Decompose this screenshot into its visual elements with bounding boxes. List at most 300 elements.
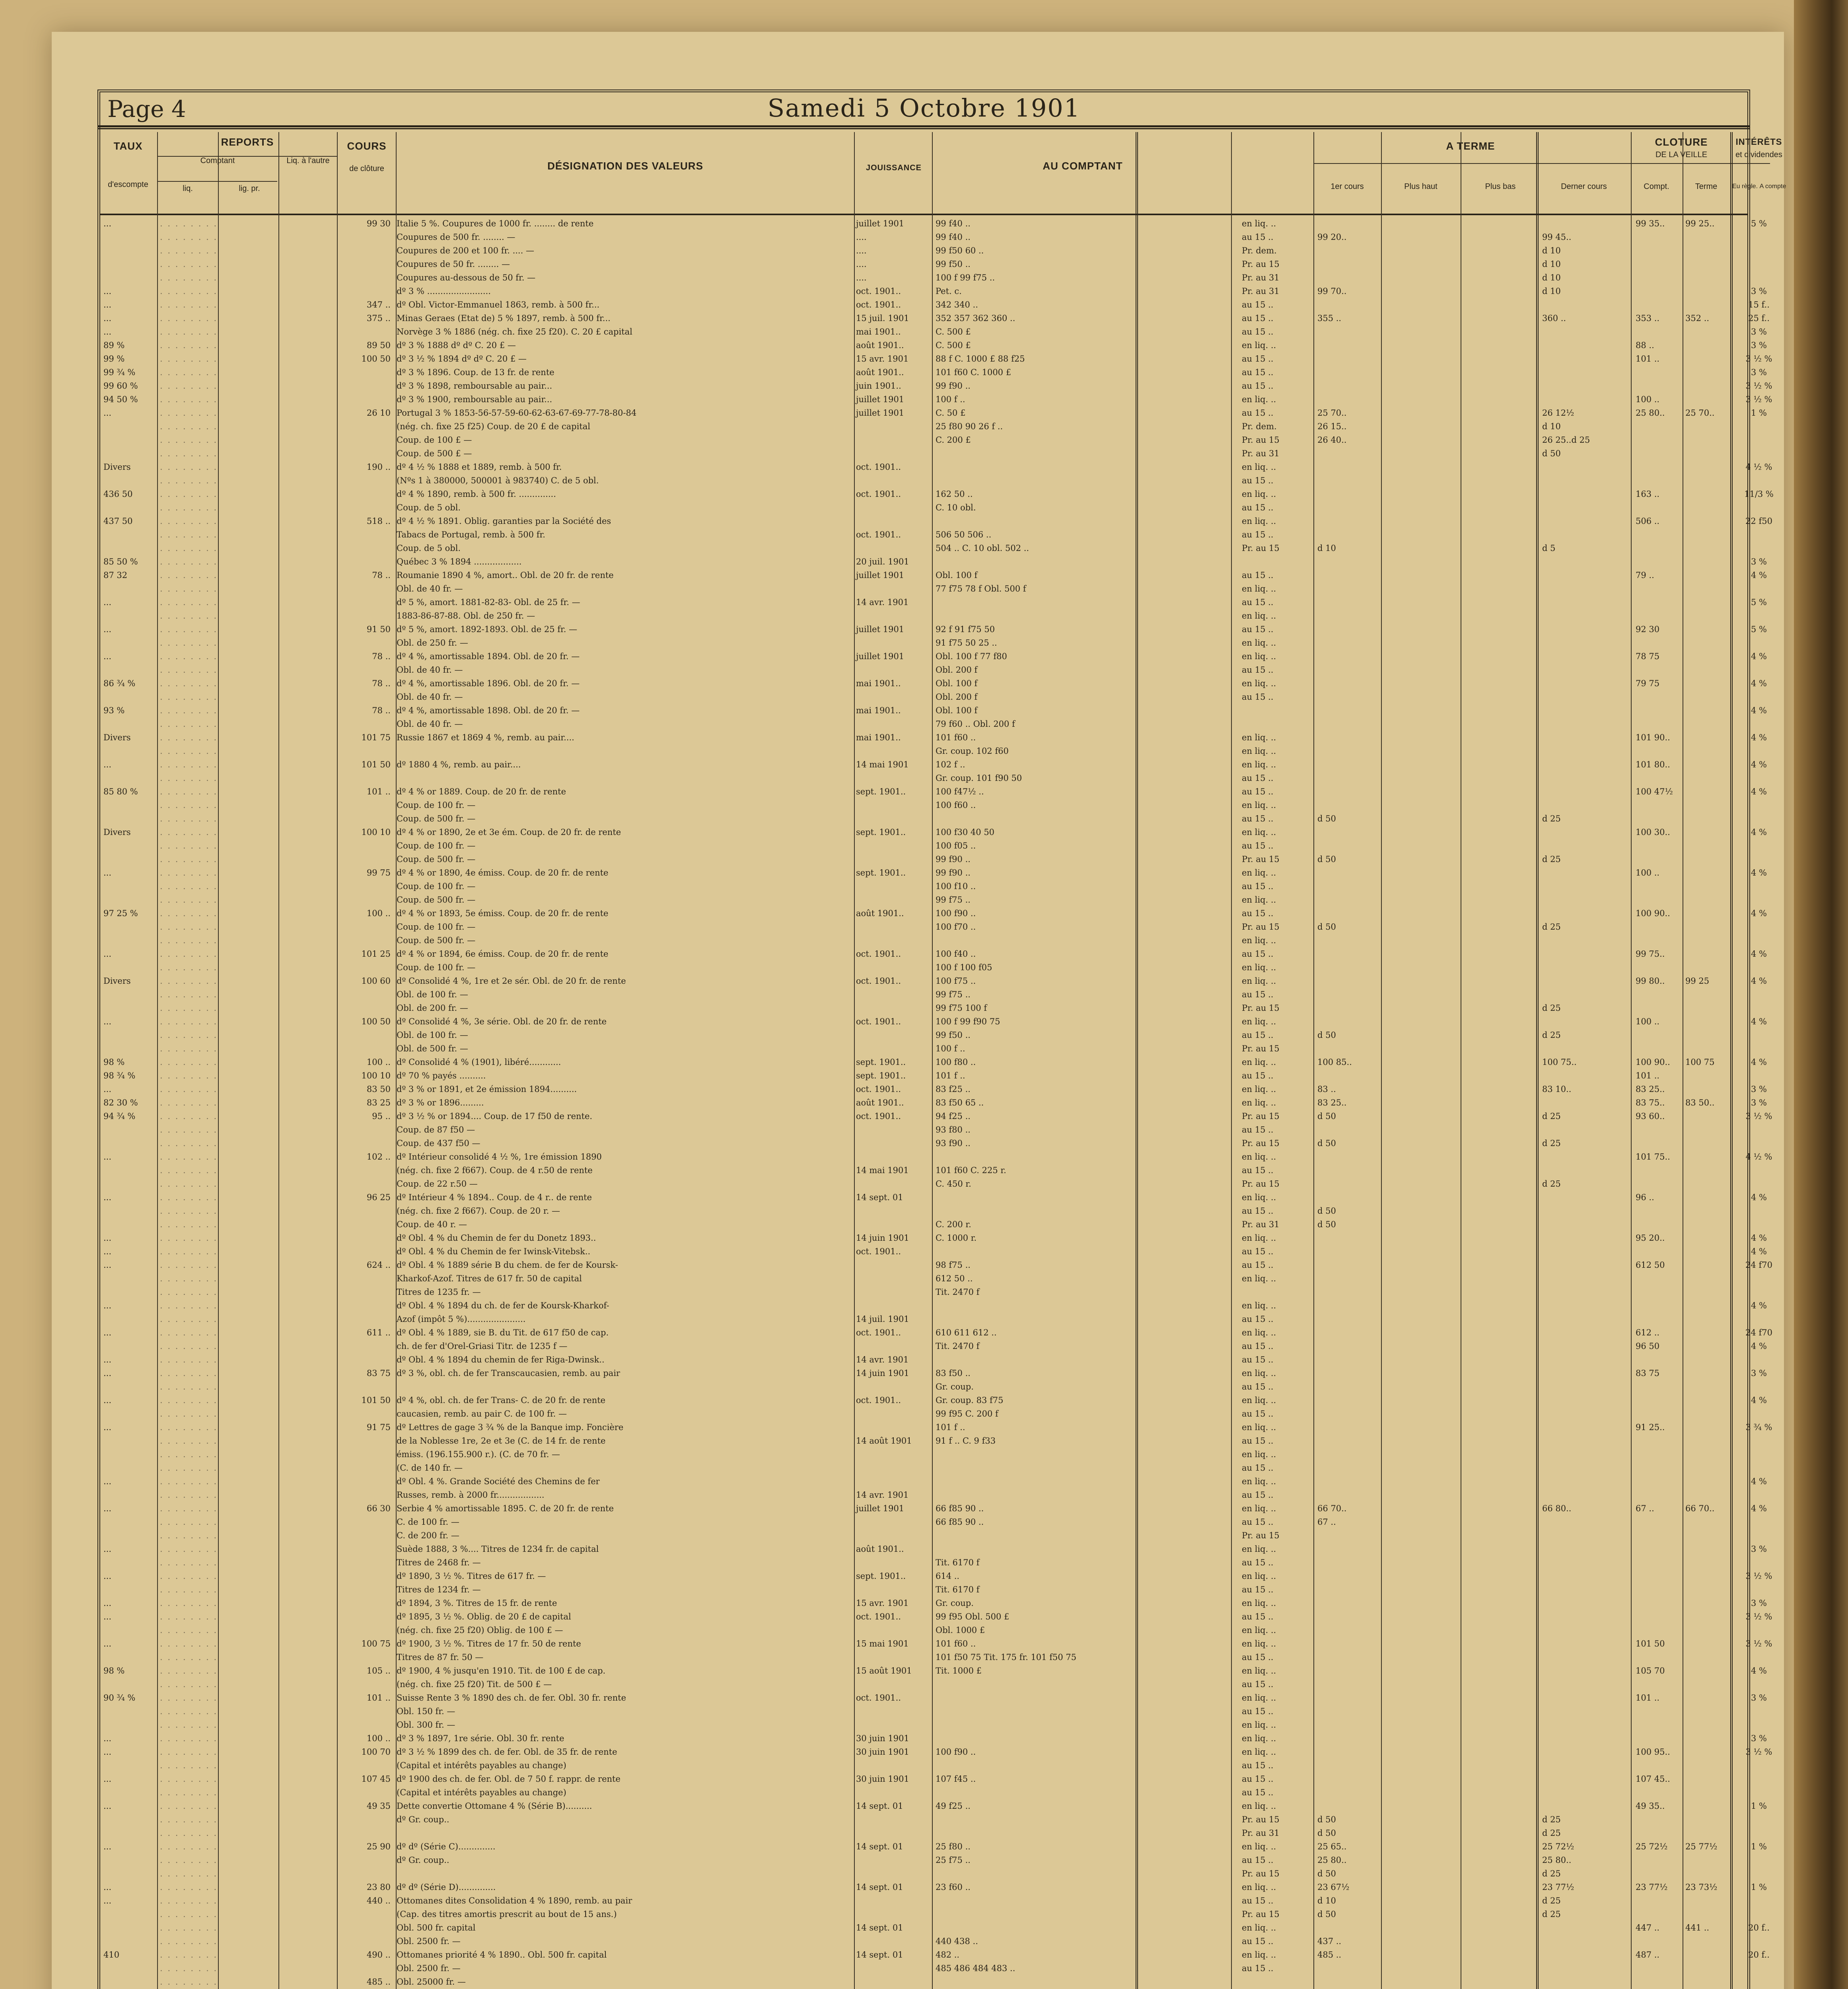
cell-designation: Coupures de 50 fr. ........ — (397, 259, 510, 269)
cell-designation: dº 4 %, amortissable 1894. Obl. de 20 fr. — (397, 652, 580, 661)
cell-cours: 100 .. (366, 1057, 391, 1067)
cell-au-comptant: 83 f50 .. (936, 1368, 971, 1378)
table-row (100, 1407, 1747, 1421)
cell-reports: . . . . . . . . (160, 246, 218, 255)
cell-cours: 100 60 (361, 976, 391, 986)
cell-terme: Pr. au 15 (1242, 1531, 1280, 1540)
rule (1531, 163, 1770, 164)
cell-terme: en liq. .. (1242, 462, 1276, 472)
cell-reports: . . . . . . . . (160, 949, 218, 959)
cell-reports: . . . . . . . . (160, 422, 218, 431)
cell-reports: . . . . . . . . (160, 990, 218, 999)
cell-jouissance: 14 sept. 01 (856, 1950, 903, 1960)
cell-au-comptant: 101 f60 C. 225 r. (936, 1166, 1006, 1175)
cell-cloture-comptant: 101 .. (1636, 1693, 1660, 1703)
table-row (100, 582, 1747, 596)
header-taux: TAUX (113, 140, 143, 152)
cell-au-comptant: 101 f60 C. 1000 £ (936, 368, 1012, 377)
cell-reports: . . . . . . . . (160, 435, 218, 445)
cell-au-comptant: 100 f47½ .. (936, 787, 984, 796)
cell-jouissance: 14 août 1901 (856, 1436, 912, 1446)
table-row (100, 1935, 1747, 1948)
table-row (100, 1556, 1747, 1569)
cell-cloture-comptant: 99 35.. (1636, 219, 1665, 228)
cell-terme: en liq. .. (1242, 652, 1276, 661)
cell-premier-cours: 83 25.. (1317, 1098, 1347, 1107)
table-row (100, 460, 1772, 474)
cell-jouissance: 15 mai 1901 (856, 1639, 909, 1648)
cell-au-comptant: 352 357 362 360 .. (936, 313, 1015, 323)
cell-interets: 3 ½ % (1745, 1571, 1772, 1581)
page-date: Samedi 5 Octobre 1901 (767, 93, 1081, 123)
cell-designation: Obl. 2500 fr. — (397, 1964, 461, 1973)
cell-terme: au 15 .. (1242, 882, 1274, 891)
cell-jouissance: .... (856, 232, 867, 242)
cell-taux: ... (103, 1477, 112, 1486)
table-row (100, 1150, 1772, 1164)
cell-designation: dº 70 % payés .......... (397, 1071, 486, 1080)
cell-cours: 440 .. (366, 1896, 391, 1905)
cell-terme: au 15 .. (1242, 1436, 1274, 1446)
cell-taux: ... (103, 652, 112, 661)
cell-cloture-comptant: 79 .. (1636, 570, 1654, 580)
cell-cours: 101 50 (361, 1395, 391, 1405)
cell-terme: au 15 .. (1242, 1355, 1274, 1364)
cell-terme: au 15 .. (1242, 665, 1274, 675)
cell-taux: ... (103, 1544, 112, 1554)
cell-cours: 105 .. (366, 1666, 391, 1676)
cell-reports: . . . . . . . . (160, 381, 218, 391)
table-row (100, 920, 1747, 934)
cell-terme: au 15 .. (1242, 1558, 1274, 1567)
cell-taux: Divers (103, 827, 131, 837)
cell-jouissance: mai 1901.. (856, 733, 901, 742)
cell-jouissance: oct. 1901.. (856, 462, 901, 472)
cell-premier-cours: d 50 (1317, 1111, 1336, 1121)
cell-reports: . . . . . . . . (160, 1395, 218, 1405)
cell-designation: dº Consolidé 4 % (1901), libéré............ (397, 1057, 561, 1067)
cell-taux: 85 80 % (103, 787, 138, 796)
table-row (100, 311, 1770, 325)
header-a-terme: A TERME (1446, 140, 1495, 152)
cell-designation: Obl. 2500 fr. — (397, 1936, 461, 1946)
cell-cloture-comptant: 100 .. (1636, 1017, 1660, 1026)
cell-au-comptant: 612 50 .. (936, 1274, 973, 1283)
header-rule (97, 125, 1750, 129)
cell-cours: 78 .. (372, 706, 391, 715)
cell-terme: en liq. .. (1242, 219, 1276, 228)
cell-interets: 4 ½ % (1745, 462, 1772, 472)
cell-premier-cours: d 50 (1317, 1909, 1336, 1919)
cell-reports: . . . . . . . . (160, 341, 218, 350)
cell-jouissance: 20 juil. 1901 (856, 557, 909, 566)
cell-cours: 190 .. (366, 462, 391, 472)
cell-interets: 5 % (1751, 219, 1767, 228)
cell-designation: Dette convertie Ottomane 4 % (Série B).......... (397, 1801, 592, 1811)
cell-cloture-comptant: 101 90.. (1636, 733, 1670, 742)
cell-cloture-terme: 100 75 (1685, 1057, 1715, 1067)
cell-designation: Coup. de 100 fr. — (397, 841, 476, 850)
cell-terme: en liq. .. (1242, 1274, 1276, 1283)
cell-cloture-comptant: 83 75.. (1636, 1098, 1665, 1107)
cell-premier-cours: 485 .. (1317, 1950, 1342, 1960)
header-reports: REPORTS (221, 136, 274, 148)
cell-interets: 3 ½ % (1745, 1639, 1772, 1648)
cell-au-comptant: 91 f .. C. 9 f33 (936, 1436, 996, 1446)
cell-au-comptant: 93 f80 .. (936, 1125, 971, 1135)
cell-dernier-cours: d 25 (1542, 814, 1561, 823)
table-row (100, 907, 1767, 920)
cell-jouissance: 14 avr. 1901 (856, 1490, 909, 1500)
cell-designation: Obl. de 500 fr. — (397, 1044, 468, 1053)
cell-premier-cours: 437 .. (1317, 1936, 1342, 1946)
table-row (100, 1285, 1747, 1299)
cell-designation: Coup. de 500 fr. — (397, 895, 476, 905)
cell-cours: 49 35 (366, 1801, 391, 1811)
table-row (100, 1488, 1747, 1502)
cell-terme: en liq. .. (1242, 1598, 1276, 1608)
cell-terme: en liq. .. (1242, 1193, 1276, 1202)
cell-au-comptant: Gr. coup. (936, 1598, 974, 1608)
cell-cloture-comptant: 447 .. (1636, 1923, 1660, 1933)
cell-terme: Pr. au 31 (1242, 449, 1280, 458)
cell-designation: Coup. de 500 £ — (397, 449, 472, 458)
cell-au-comptant: 77 f75 78 f Obl. 500 f (936, 584, 1026, 594)
cell-cours: 102 .. (366, 1152, 391, 1162)
table-row (100, 934, 1747, 947)
cell-jouissance: 14 sept. 01 (856, 1842, 903, 1851)
cell-reports: . . . . . . . . (160, 219, 218, 228)
table-row (100, 1461, 1747, 1475)
table-row (100, 1650, 1747, 1664)
cell-interets: 4 % (1751, 909, 1767, 918)
cell-taux: 99 ¾ % (103, 368, 136, 377)
cell-premier-cours: 26 40.. (1317, 435, 1347, 445)
cell-reports: . . . . . . . . (160, 1504, 218, 1513)
cell-designation: Obl. 25000 fr. — (397, 1977, 466, 1987)
cell-au-comptant: 100 f90 .. (936, 909, 976, 918)
rule (158, 181, 277, 182)
cell-designation: dº Obl. 4 % 1889, sie B. du Tit. de 617 f50 de cap. (397, 1328, 609, 1337)
cell-terme: en liq. .. (1242, 760, 1276, 769)
cell-au-comptant: 100 f60 .. (936, 800, 976, 810)
cell-terme: Pr. au 15 (1242, 1179, 1280, 1189)
cell-designation: dº 3 % or 1891, et 2e émission 1894.......... (397, 1084, 577, 1094)
table-row (100, 1907, 1747, 1921)
header-cours: COURS (347, 140, 387, 152)
cell-au-comptant: Obl. 100 f 77 f80 (936, 652, 1007, 661)
cell-au-comptant: 107 f45 .. (936, 1774, 976, 1784)
cell-terme: au 15 .. (1242, 1788, 1274, 1797)
table-row (100, 1691, 1767, 1705)
cell-cloture-comptant: 100 .. (1636, 868, 1660, 878)
cell-reports: . . . . . . . . (160, 327, 218, 337)
cell-jouissance: juillet 1901 (856, 625, 905, 634)
cell-taux: ... (103, 313, 112, 323)
cell-au-comptant: Gr. coup. 101 f90 50 (936, 773, 1022, 783)
cell-reports: . . . . . . . . (160, 503, 218, 512)
cell-cours: 91 50 (366, 625, 391, 634)
cell-au-comptant: 99 f75 .. (936, 895, 971, 905)
cell-reports: . . . . . . . . (160, 814, 218, 823)
cell-designation: dº 3 ½ % or 1894.... Coup. de 17 f50 de rente. (397, 1111, 593, 1121)
cell-terme: au 15 .. (1242, 1125, 1274, 1135)
cell-reports: . . . . . . . . (160, 719, 218, 729)
cell-cloture-comptant: 23 77½ (1636, 1882, 1668, 1892)
cell-cloture-terme: 66 70.. (1685, 1504, 1715, 1513)
cell-interets: 4 % (1751, 827, 1767, 837)
table-row (100, 690, 1747, 704)
cell-cloture-comptant: 612 .. (1636, 1328, 1660, 1337)
cell-jouissance: oct. 1901.. (856, 530, 901, 539)
table-row (100, 568, 1767, 582)
cell-terme: en liq. .. (1242, 1057, 1276, 1067)
cell-jouissance: oct. 1901.. (856, 1111, 901, 1121)
cell-taux: ... (103, 1260, 112, 1270)
cell-interets: 4 % (1751, 1247, 1767, 1256)
table-row (100, 961, 1747, 974)
cell-terme: en liq. .. (1242, 638, 1276, 648)
cell-reports: . . . . . . . . (160, 1260, 218, 1270)
cell-designation: dº Obl. 4 % 1894 du chemin de fer Riga-Dwinsk.. (397, 1355, 605, 1364)
cell-terme: au 15 .. (1242, 354, 1274, 364)
cell-jouissance: 30 juin 1901 (856, 1747, 909, 1757)
cell-designation: Coup. de 100 fr. — (397, 800, 476, 810)
cell-taux: 99 60 % (103, 381, 138, 391)
cell-taux: ... (103, 219, 112, 228)
cell-terme: Pr. au 15 (1242, 435, 1280, 445)
cell-jouissance: mai 1901.. (856, 327, 901, 337)
cell-designation: dº 3 % or 1896......... (397, 1098, 484, 1107)
cell-premier-cours: 26 15.. (1317, 422, 1347, 431)
cell-interets: 1 % (1751, 1801, 1767, 1811)
table-row (100, 501, 1747, 514)
cell-reports: . . . . . . . . (160, 1436, 218, 1446)
cell-au-comptant: 66 f85 90 .. (936, 1504, 984, 1513)
cell-designation: (nég. ch. fixe 25 f25) Coup. de 20 £ de capital (397, 422, 590, 431)
cell-terme: au 15 .. (1242, 570, 1274, 580)
cell-au-comptant: Pet. c. (936, 286, 962, 296)
cell-cloture-comptant: 25 72½ (1636, 1842, 1668, 1851)
cell-cours: 485 .. (366, 1977, 391, 1987)
table-row (100, 1921, 1770, 1935)
cell-reports: . . . . . . . . (160, 1139, 218, 1148)
cell-reports: . . . . . . . . (160, 1869, 218, 1878)
cell-reports: . . . . . . . . (160, 1531, 218, 1540)
cell-terme: en liq. .. (1242, 1328, 1276, 1337)
cell-cours: 100 .. (366, 1734, 391, 1743)
cell-designation: Obl. de 100 fr. — (397, 1030, 468, 1040)
table-row (100, 1880, 1767, 1894)
cell-reports: . . . . . . . . (160, 489, 218, 499)
cell-terme: au 15 .. (1242, 1680, 1274, 1689)
cell-taux: ... (103, 760, 112, 769)
cell-taux: 99 % (103, 354, 125, 364)
cell-designation: Québec 3 % 1894 .................. (397, 557, 522, 566)
cell-au-comptant: Gr. coup. 102 f60 (936, 746, 1009, 756)
table-row (100, 839, 1747, 852)
cell-taux: ... (103, 625, 112, 634)
cell-terme: au 15 .. (1242, 909, 1274, 918)
cell-terme: en liq. .. (1242, 1734, 1276, 1743)
cell-terme: au 15 .. (1242, 1707, 1274, 1716)
cell-taux: ... (103, 1612, 112, 1621)
cell-au-comptant: 162 50 .. (936, 489, 973, 499)
cell-reports: . . . . . . . . (160, 1585, 218, 1594)
cell-terme: au 15 .. (1242, 1896, 1274, 1905)
cell-terme: Pr. dem. (1242, 246, 1277, 255)
cell-cours: 611 .. (366, 1328, 391, 1337)
cell-reports: . . . . . . . . (160, 692, 218, 702)
table-row (100, 1569, 1772, 1583)
cell-designation: Kharkof-Azof. Titres de 617 fr. 50 de capital (397, 1274, 582, 1283)
cell-cours: 23 80 (366, 1882, 391, 1892)
table-row (100, 974, 1767, 988)
cell-terme: en liq. .. (1242, 341, 1276, 350)
cell-au-comptant: 100 f05 .. (936, 841, 976, 850)
cell-jouissance: 14 mai 1901 (856, 760, 909, 769)
cell-reports: . . . . . . . . (160, 625, 218, 634)
cell-dernier-cours: 360 .. (1542, 313, 1566, 323)
cell-interets: 4 % (1751, 1341, 1767, 1351)
cell-jouissance: oct. 1901.. (856, 976, 901, 986)
cell-au-comptant: 504 .. C. 10 obl. 502 .. (936, 543, 1029, 553)
cell-taux: 85 50 % (103, 557, 138, 566)
cell-interets: 3 ½ % (1745, 354, 1772, 364)
cell-reports: . . . . . . . . (160, 530, 218, 539)
table-row (100, 1312, 1747, 1326)
cell-jouissance: oct. 1901.. (856, 949, 901, 959)
table-row (100, 1732, 1767, 1745)
cell-terme: au 15 .. (1242, 787, 1274, 796)
cell-reports: . . . . . . . . (160, 1274, 218, 1283)
cell-terme: en liq. .. (1242, 1450, 1276, 1459)
cell-au-comptant: 100 f .. (936, 1044, 965, 1053)
cell-premier-cours: d 50 (1317, 1030, 1336, 1040)
cell-cloture-comptant: 100 30.. (1636, 827, 1670, 837)
table-row (100, 825, 1767, 839)
cell-cours: 83 25 (366, 1098, 391, 1107)
cell-interets: 4 % (1751, 1477, 1767, 1486)
cell-designation: dº 3 % 1900, remboursable au pair... (397, 395, 552, 404)
cell-interets: 22 f50 (1745, 516, 1772, 526)
cell-reports: . . . . . . . . (160, 313, 218, 323)
table-row (100, 433, 1747, 447)
table-row (100, 1096, 1767, 1109)
cell-dernier-cours: 66 80.. (1542, 1504, 1572, 1513)
cell-designation: émiss. (196.155.900 r.). (C. de 70 fr. — (397, 1450, 560, 1459)
cell-designation: Coup. de 100 fr. — (397, 922, 476, 932)
table-row (100, 1272, 1747, 1285)
table-row (100, 1623, 1747, 1637)
cell-au-comptant: 99 f95 C. 200 f (936, 1409, 998, 1419)
cell-au-comptant: 66 f85 90 .. (936, 1517, 984, 1527)
cell-taux: ... (103, 408, 112, 418)
cell-dernier-cours: d 25 (1542, 1828, 1561, 1838)
cell-cloture-comptant: 101 .. (1636, 1071, 1660, 1080)
cell-cours: 101 25 (361, 949, 391, 959)
cell-designation: Minas Geraes (Etat de) 5 % 1897, remb. à 500 fr... (397, 313, 611, 323)
table-row (100, 393, 1772, 406)
cell-designation: 1883-86-87-88. Obl. de 250 fr. — (397, 611, 535, 621)
cell-cours: 96 25 (366, 1193, 391, 1202)
cell-au-comptant: Obl. 1000 £ (936, 1625, 985, 1635)
cell-taux: Divers (103, 976, 131, 986)
cell-reports: . . . . . . . . (160, 1882, 218, 1892)
header-cloture-sub: DE LA VEILLE (1655, 150, 1708, 159)
cell-terme: au 15 .. (1242, 814, 1274, 823)
cell-dernier-cours: d 5 (1542, 543, 1556, 553)
cell-reports: . . . . . . . . (160, 909, 218, 918)
cell-reports: . . . . . . . . (160, 1193, 218, 1202)
cell-designation: (Cap. des titres amortis prescrit au bout de 15 ans.) (397, 1909, 617, 1919)
table-row (100, 1218, 1747, 1231)
table-row (100, 812, 1747, 825)
cell-terme: au 15 .. (1242, 1206, 1274, 1216)
cell-au-comptant: 100 f40 .. (936, 949, 976, 959)
cell-au-comptant: 88 f C. 1000 £ 88 f25 (936, 354, 1025, 364)
cell-cloture-comptant: 92 30 (1636, 625, 1660, 634)
cell-designation: dº Obl. 4 % du Chemin de fer Iwinsk-Vitebsk.. (397, 1247, 591, 1256)
cell-dernier-cours: 83 10.. (1542, 1084, 1572, 1094)
cell-terme: au 15 .. (1242, 625, 1274, 634)
cell-reports: . . . . . . . . (160, 1314, 218, 1324)
cell-terme: au 15 .. (1242, 1463, 1274, 1473)
cell-designation: Ottomanes dites Consolidation 4 % 1890, remb. au pair (397, 1896, 632, 1905)
cell-au-comptant: C. 500 £ (936, 327, 971, 337)
cell-premier-cours: d 50 (1317, 1869, 1336, 1878)
cell-taux: 437 50 (103, 516, 133, 526)
cell-dernier-cours: d 10 (1542, 273, 1561, 282)
cell-reports: . . . . . . . . (160, 1179, 218, 1189)
page-number: Page 4 (107, 95, 186, 123)
cell-reports: . . . . . . . . (160, 1639, 218, 1648)
cell-au-comptant: 99 f40 .. (936, 232, 971, 242)
cell-reports: . . . . . . . . (160, 462, 218, 472)
cell-designation: Obl. de 40 fr. — (397, 719, 463, 729)
cell-cloture-comptant: 78 75 (1636, 652, 1660, 661)
cell-premier-cours: d 10 (1317, 543, 1336, 553)
table-row (100, 947, 1767, 961)
cell-au-comptant: 101 f .. (936, 1423, 965, 1432)
cell-designation: dº 4 ½ % 1891. Oblig. garanties par la Société des (397, 516, 611, 526)
cell-terme: Pr. au 15 (1242, 1869, 1280, 1878)
cell-jouissance: juillet 1901 (856, 408, 905, 418)
cell-premier-cours: d 10 (1317, 1896, 1336, 1905)
cell-cloture-comptant: 96 50 (1636, 1341, 1660, 1351)
cell-reports: . . . . . . . . (160, 1625, 218, 1635)
cell-terme: en liq. .. (1242, 516, 1276, 526)
cell-jouissance: sept. 1901.. (856, 1571, 906, 1581)
cell-premier-cours: d 50 (1317, 814, 1336, 823)
cell-cloture-comptant: 101 80.. (1636, 760, 1670, 769)
cell-reports: . . . . . . . . (160, 1666, 218, 1676)
cell-terme: en liq. .. (1242, 1639, 1276, 1648)
book-binding (1794, 0, 1848, 1989)
cell-terme: au 15 .. (1242, 313, 1274, 323)
cell-premier-cours: d 50 (1317, 1220, 1336, 1229)
table-row (100, 555, 1767, 568)
cell-jouissance: sept. 1901.. (856, 827, 906, 837)
cell-reports: . . . . . . . . (160, 1166, 218, 1175)
cell-interets: 4 % (1751, 1057, 1767, 1067)
cell-reports: . . . . . . . . (160, 557, 218, 566)
cell-cours: 78 .. (372, 679, 391, 688)
cell-interets: 4 % (1751, 949, 1767, 959)
cell-au-comptant: C. 50 £ (936, 408, 966, 418)
cell-terme: Pr. au 15 (1242, 1003, 1280, 1013)
cell-terme: en liq. .. (1242, 489, 1276, 499)
